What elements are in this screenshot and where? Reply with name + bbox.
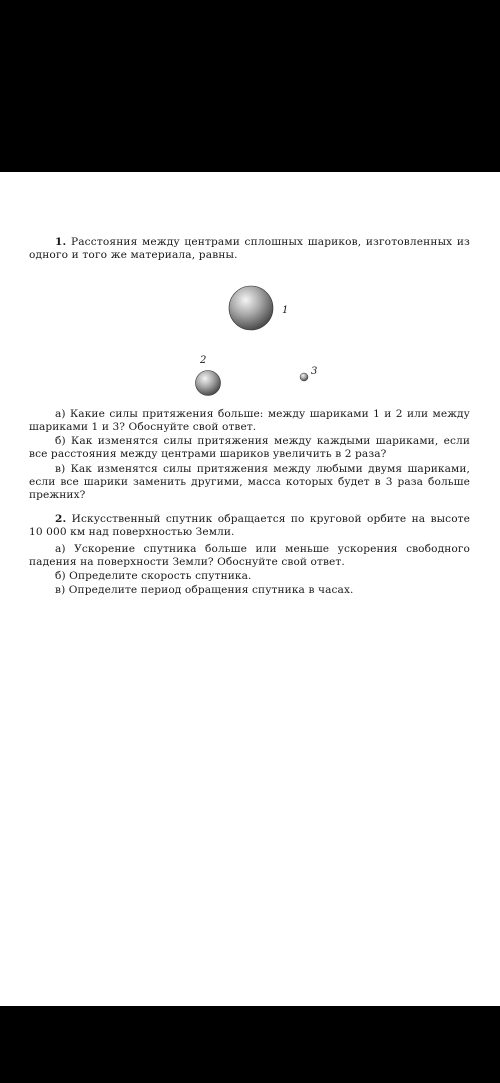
problem-2-question-b: б) Определите скорость спутника. [55, 570, 252, 582]
problem-1-question-c: в) Как изменятся силы притяжения между любыми двумя шариками, если все шарики заменить другими, масса которых будет в 3 раза больше прежних? [29, 463, 470, 501]
ball-1-label: 1 [282, 305, 289, 316]
problem-2-question-c: в) Определите период обращения спутника в часах. [55, 584, 354, 596]
page-content [0, 172, 500, 1006]
balls-figure [0, 272, 500, 402]
problem-1-question-a: а) Какие силы притяжения больше: между шариками 1 и 2 или между шариками 1 и 3? Обоснуйте свой ответ. [29, 408, 470, 433]
problem-2-text: Искусственный спутник обращается по круговой орбите на высоте 10 000 км над поверхностью Земли. [29, 513, 471, 538]
ball-3-label: 3 [311, 366, 318, 377]
ball-2-label: 2 [200, 355, 207, 366]
ball-3 [300, 373, 308, 381]
balls-illustration [0, 272, 500, 402]
problem-2-number: 2. [55, 513, 67, 525]
problem-2-question-a: а) Ускорение спутника больше или меньше ускорения свободного падения на поверхности Земли? Обоснуйте свой ответ. [29, 543, 470, 568]
problem-1-text: Расстояния между центрами сплошных шариков, изготовленных из одного и того же материала, равны. [29, 236, 470, 261]
ball-2 [196, 371, 221, 396]
document-page [0, 172, 500, 1006]
bottom-black-bar [0, 1006, 500, 1083]
problem-1-question-b: б) Как изменятся силы притяжения между каждыми шариками, если все расстояния между центрами шариков увеличить в 2 раза? [29, 435, 470, 460]
problem-1-statement [29, 236, 470, 262]
problem-2-statement [29, 513, 470, 539]
problem-1-number: 1. [55, 236, 67, 248]
ball-1 [229, 286, 273, 330]
